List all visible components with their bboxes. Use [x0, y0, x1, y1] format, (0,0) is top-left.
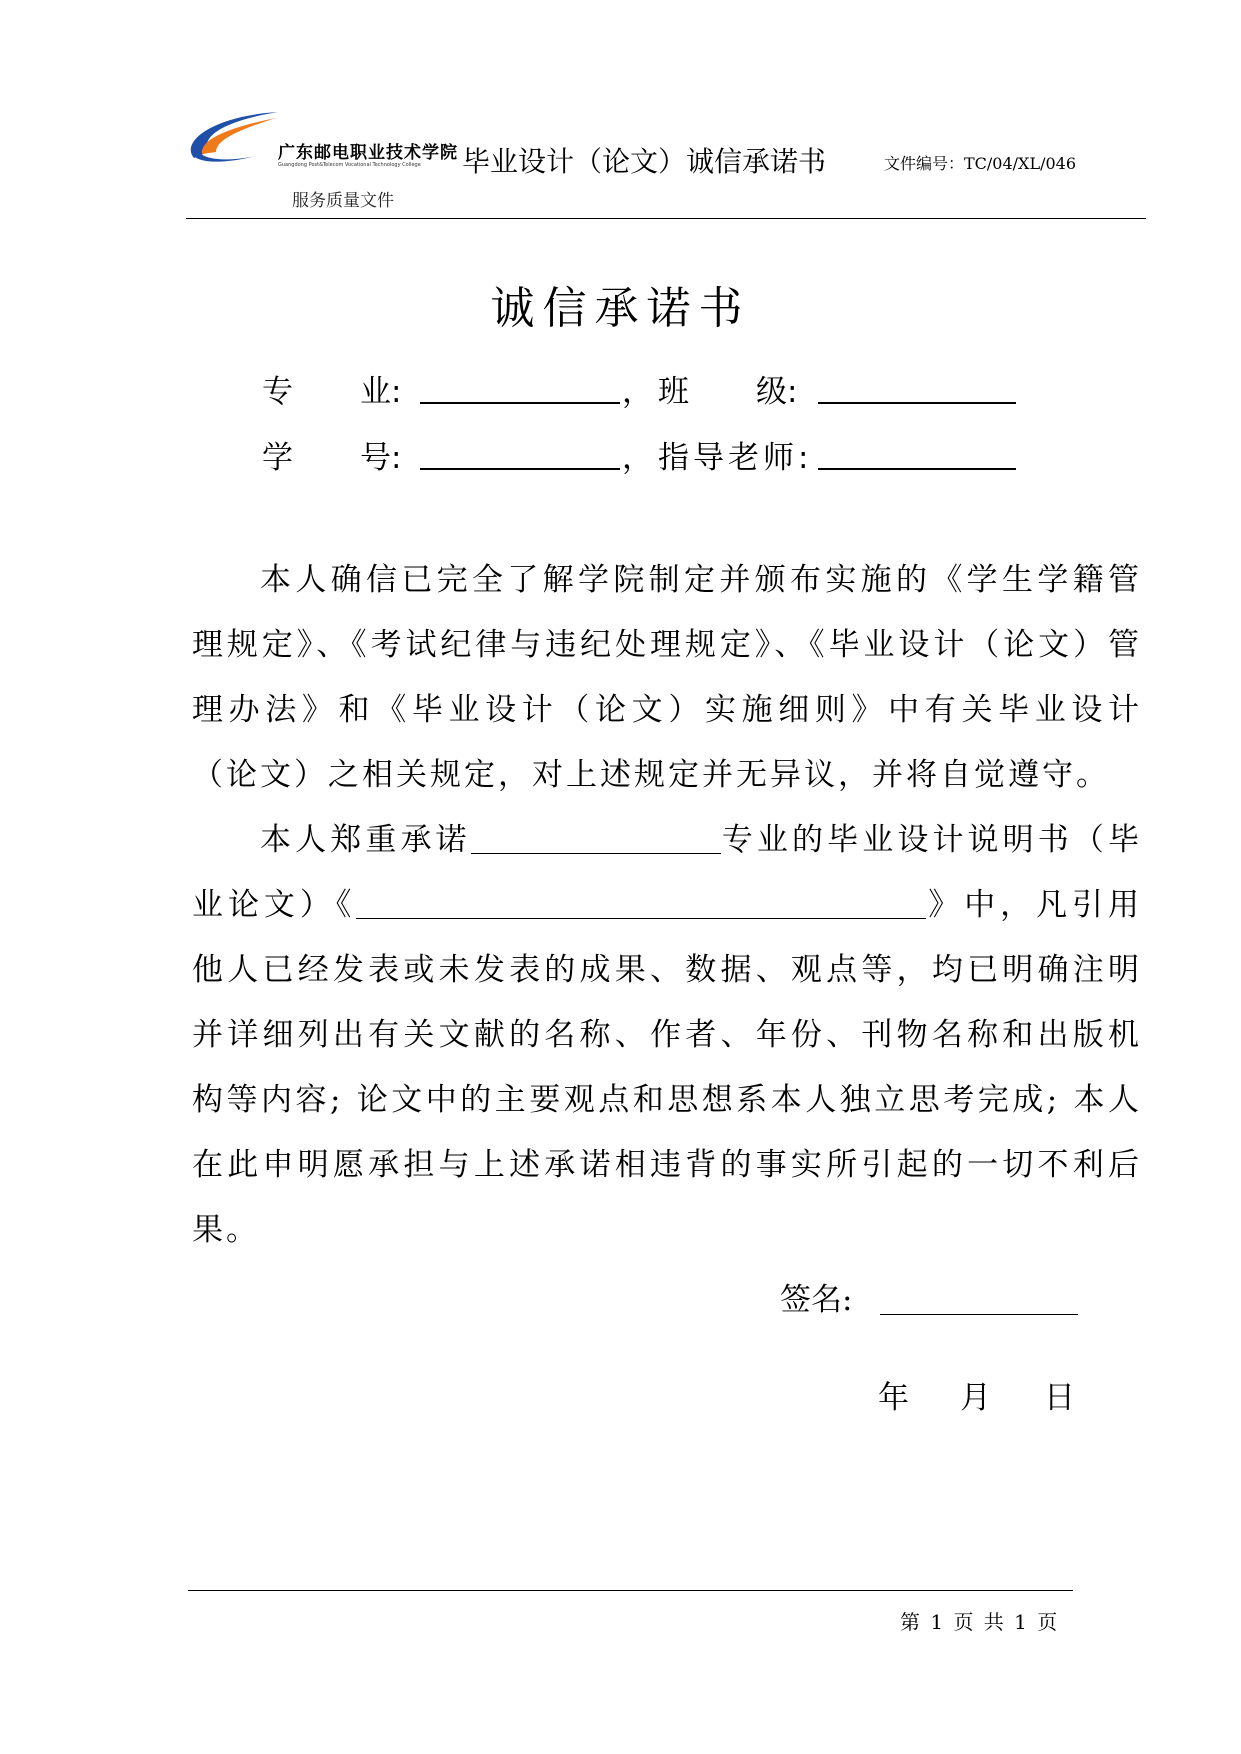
advisor-label: 指导老师:	[658, 440, 813, 476]
date-month-label: 月	[960, 1380, 991, 1416]
comma-1: ，	[622, 374, 653, 410]
header-document-title: 毕业设计（论文）诚信承诺书	[462, 145, 827, 178]
major-label-2: 业:	[360, 374, 402, 410]
pledge-paragraph-2	[192, 808, 1142, 1263]
college-logo	[186, 106, 458, 216]
pledge-major-blank[interactable]	[471, 823, 721, 854]
class-label-1: 班	[658, 374, 689, 410]
signature-label: 签名:	[780, 1282, 853, 1318]
date-day-label: 日	[1044, 1380, 1075, 1416]
page-title: 诚信承诺书	[490, 283, 751, 334]
pledge-text-c: 》中，凡引用他人已经发表或未发表的成果、数据、观点等，均已明确注明并详细列出有关文献的名称、作者、年份、刊物名称和出版机构等内容; 论文中的主要观点和思想系本人独立思考完成; 本人在此申明愿承担与上述承诺相违背的事实所引起的一切不利后果。	[192, 887, 1143, 1248]
class-input-line[interactable]	[818, 402, 1016, 404]
class-label-2: 级:	[756, 374, 798, 410]
form-row-id-advisor	[262, 432, 1022, 476]
college-logo-swoosh-icon	[186, 106, 281, 176]
document-header	[186, 100, 1146, 218]
document-number: 文件编号：TC/04/XL/046	[884, 154, 1077, 173]
pledge-thesis-title-blank[interactable]	[356, 888, 926, 919]
form-row-major-class	[262, 366, 1022, 410]
comma-2: ，	[622, 440, 653, 476]
advisor-input-line[interactable]	[818, 468, 1016, 470]
signature-line[interactable]	[880, 1314, 1078, 1315]
college-name: 广东邮电职业技术学院	[278, 143, 458, 163]
pledge-paragraph-1: 本人确信已完全了解学院制定并颁布实施的《学生学籍管理规定》、《考试纪律与违纪处理规定》、《毕业设计（论文）管理办法》和《毕业设计（论文）实施细则》中有关毕业设计（论文）之相关规定，对上述规定并无异议，并将自觉遵守。	[192, 562, 1142, 793]
footer-divider	[188, 1590, 1073, 1591]
service-quality-label: 服务质量文件	[292, 191, 394, 211]
major-input-line[interactable]	[420, 402, 620, 404]
student-id-input-line[interactable]	[420, 468, 620, 470]
page-number: 第 1 页 共 1 页	[900, 1610, 1060, 1634]
student-id-label-1: 学	[262, 440, 293, 476]
major-label-1: 专	[262, 374, 293, 410]
student-id-label-2: 号:	[360, 440, 402, 476]
date-year-label: 年	[878, 1380, 909, 1416]
header-divider	[186, 218, 1146, 219]
pledge-text-b: 专业的毕业设计说明书（毕业论文）《	[192, 822, 1143, 923]
pledge-text-a: 本人郑重承诺	[260, 822, 471, 858]
college-english-name: Guangdong Post&Telecom Vocational Technology College	[278, 162, 421, 168]
